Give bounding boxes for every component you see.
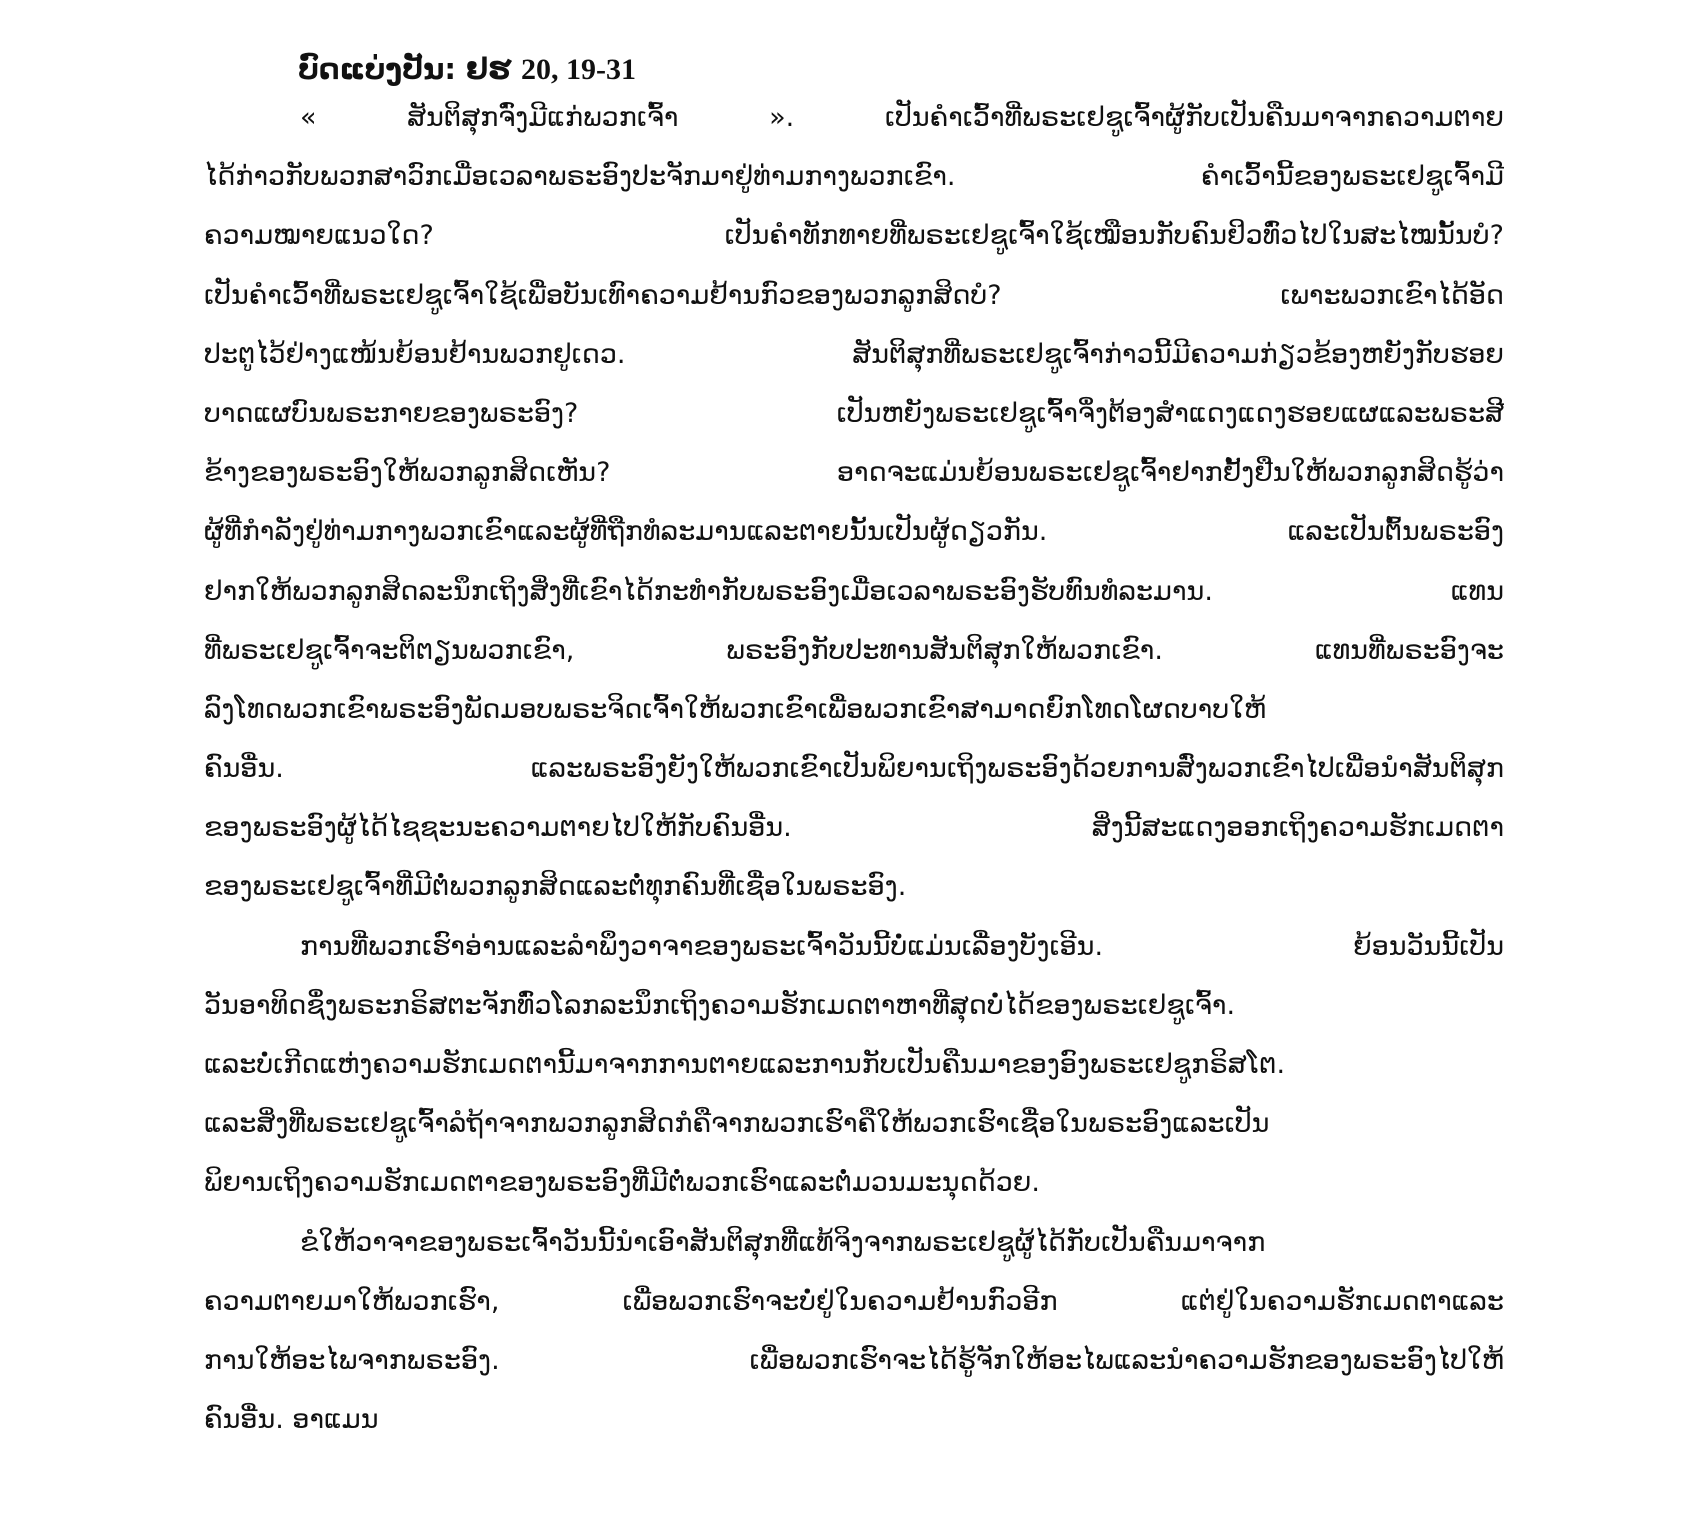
text-line: ຄົນອື່ນ. ແລະພຣະອົງຍັງໃຫ້ພວກເຂົາເປັນພິຍານເຖິງພຣະອົງດ້ວຍການສົ່ງພວກເຂົາໄປເພື່ອນໍາສັນຕິສຸກ bbox=[204, 753, 1504, 785]
text-line: ຂອງພຣະອົງຜູ້ໄດ້ໄຊຊະນະຄວາມຕາຍໄປໃຫ້ກັບຄົນອື່ນ. ສິ່ງນີ້ສະແດງອອກເຖິງຄວາມຮັກເມດຕາ bbox=[204, 812, 1504, 844]
paragraph-1 bbox=[204, 88, 1504, 917]
text-line: « ສັນຕິສຸກຈົ່ງມີແກ່ພວກເຈົ້າ ». ເປັນຄໍາເວົ້າທີ່ພຣະເຢຊູເຈົ້າຜູ້ກັບເປັນຄືນມາຈາກຄວາມຕາຍ bbox=[300, 102, 1504, 133]
text-line: ຄົນອື່ນ. ອາແມນ bbox=[204, 1404, 379, 1436]
scripture-reference: 20, 19-31 bbox=[520, 53, 636, 86]
text-line: ຂໍໃຫ້ວາຈາຂອງພຣະເຈົ້າວັນນີ້ນໍາເອົາສັນຕິສຸກທີ່ແທ້ຈິງຈາກພຣະເຢຊູຜູ້ໄດ້ກັບເປັນຄືນມາຈາກ bbox=[300, 1226, 1266, 1258]
text-line: ໄດ້ກ່າວກັບພວກສາວົກເມື່ອເວລາພຣະອົງປະຈັກມາຢູ່ທ່າມກາງພວກເຂົາ. ຄໍາເວົ້ານີ້ຂອງພຣະເຢຊູເຈົ້າມີ bbox=[204, 161, 1504, 193]
document-body bbox=[204, 88, 1504, 1449]
text-line: ປະຕູໄວ້ຢ່າງແໜ້ນຍ້ອນຢ້ານພວກຢູເດວ. ສັນຕິສຸກທີ່ພຣະເຢຊູເຈົ້າກ່າວນີ້ມີຄວາມກ່ຽວຂ້ອງຫຍັງກັບຮອຍ bbox=[204, 338, 1504, 370]
text-line: ແລະບໍ່ເກີດແຫ່ງຄວາມຮັກເມດຕານີ້ມາຈາກການຕາຍແລະການກັບເປັນຄືນມາຂອງອົງພຣະເຢຊູກຣິສໂຕ. bbox=[204, 1049, 1286, 1080]
text-line: ຂ້າງຂອງພຣະອົງໃຫ້ພວກລູກສິດເຫັນ? ອາດຈະແມ່ນຍ້ອນພຣະເຢຊູເຈົ້າຢາກຢັ້ງຢືນໃຫ້ພວກລູກສິດຮູ້ວ່າ bbox=[204, 457, 1504, 489]
paragraph-3 bbox=[204, 1213, 1504, 1450]
text-line: ເປັນຄໍາເວົ້າທີ່ພຣະເຢຊູເຈົ້າໃຊ້ເພື່ອບັນເທົາຄວາມຢ້ານກົວຂອງພວກລູກສິດບໍ? ເພາະພວກເຂົາໄດ້ອັດ bbox=[204, 279, 1504, 311]
paragraph-2 bbox=[204, 917, 1504, 1213]
text-line: ພິຍານເຖິງຄວາມຮັກເມດຕາຂອງພຣະອົງທີ່ມີຕໍ່ພວກເຮົາແລະຕໍ່ມວນມະນຸດດ້ວຍ. bbox=[204, 1167, 1040, 1199]
text-line: ຢາກໃຫ້ພວກລູກສິດລະນຶກເຖິງສິ່ງທີ່ເຂົາໄດ້ກະທໍາກັບພຣະອົງເມື່ອເວລາພຣະອົງຮັບທົນທໍລະມານ. ແທນ bbox=[204, 575, 1504, 607]
text-line: ບາດແຜບົນພຣະກາຍຂອງພຣະອົງ? ເປັນຫຍັງພຣະເຢຊູເຈົ້າຈຶ່ງຕ້ອງສໍາແດງແດງຮອຍແຜແລະພຣະສີ bbox=[204, 397, 1504, 429]
text-line: ການທີ່ພວກເຮົາອ່ານແລະລໍາພຶງວາຈາຂອງພຣະເຈົ້າວັນນີ້ບໍ່ແມ່ນເລື່ອງບັງເອີນ. ຍ້ອນວັນນີ້ເປັນ bbox=[300, 930, 1504, 962]
text-line: ທີ່ພຣະເຢຊູເຈົ້າຈະຕິຕຽນພວກເຂົາ, ພຣະອົງກັບປະທານສັນຕິສຸກໃຫ້ພວກເຂົາ. ແທນທີ່ພຣະອົງຈະ bbox=[204, 634, 1504, 666]
page-title bbox=[298, 52, 636, 87]
text-line: ຄວາມໝາຍແນວໃດ? ເປັນຄໍາທັກທາຍທີ່ພຣະເຢຊູເຈົ້າໃຊ້ເໝືອນກັບຄົນຢິວທົ່ວໄປໃນສະໄໝນັ້ນບໍ? bbox=[204, 220, 1504, 252]
text-line: ຄວາມຕາຍມາໃຫ້ພວກເຮົາ, ເພື່ອພວກເຮົາຈະບໍ່ຢູ່ໃນຄວາມຢ້ານກົວອີກ ແຕ່ຢູ່ໃນຄວາມຮັກເມດຕາແລະ bbox=[204, 1285, 1504, 1317]
text-line: ຜູ້ທີ່ກໍາລັງຢູ່ທ່າມກາງພວກເຂົາແລະຜູ້ທີ່ຖືກທໍລະມານແລະຕາຍນັ້ນເປັນຜູ້ດຽວກັນ. ແລະເປັນຕົ້ນພຣະອົງ bbox=[204, 516, 1504, 548]
text-line: ຂອງພຣະເຢຊູເຈົ້າທີ່ມີຕໍ່ພວກລູກສິດແລະຕໍ່ທຸກຄົນທີ່ເຊື່ອໃນພຣະອົງ. bbox=[204, 871, 907, 903]
text-line: ແລະສິ່ງທີ່ພຣະເຢຊູເຈົ້າລໍຖ້າຈາກພວກລູກສິດກໍຄືຈາກພວກເຮົາຄືໃຫ້ພວກເຮົາເຊື່ອໃນພຣະອົງແລະເປັນ bbox=[204, 1108, 1270, 1140]
title-label: ບົດແບ່ງປັນ: ຢຮ bbox=[298, 52, 511, 86]
text-line: ວັນອາທິດຊຶ່ງພຣະກຣິສຕະຈັກທົ່ວໂລກລະນຶກເຖິງຄວາມຮັກເມດຕາຫາທີ່ສຸດບໍ່ໄດ້ຂອງພຣະເຢຊູເຈົ້າ. bbox=[204, 989, 1236, 1021]
text-line: ການໃຫ້ອະໄພຈາກພຣະອົງ. ເພື່ອພວກເຮົາຈະໄດ້ຮູ້ຈັກໃຫ້ອະໄພແລະນໍາຄວາມຮັກຂອງພຣະອົງໄປໃຫ້ bbox=[204, 1344, 1504, 1376]
text-line: ລົງໂທດພວກເຂົາພຣະອົງພັດມອບພຣະຈິດເຈົ້າໃຫ້ພວກເຂົາເພື່ອພວກເຂົາສາມາດຍົກໂທດໂຜດບາບໃຫ້ bbox=[204, 693, 1267, 725]
